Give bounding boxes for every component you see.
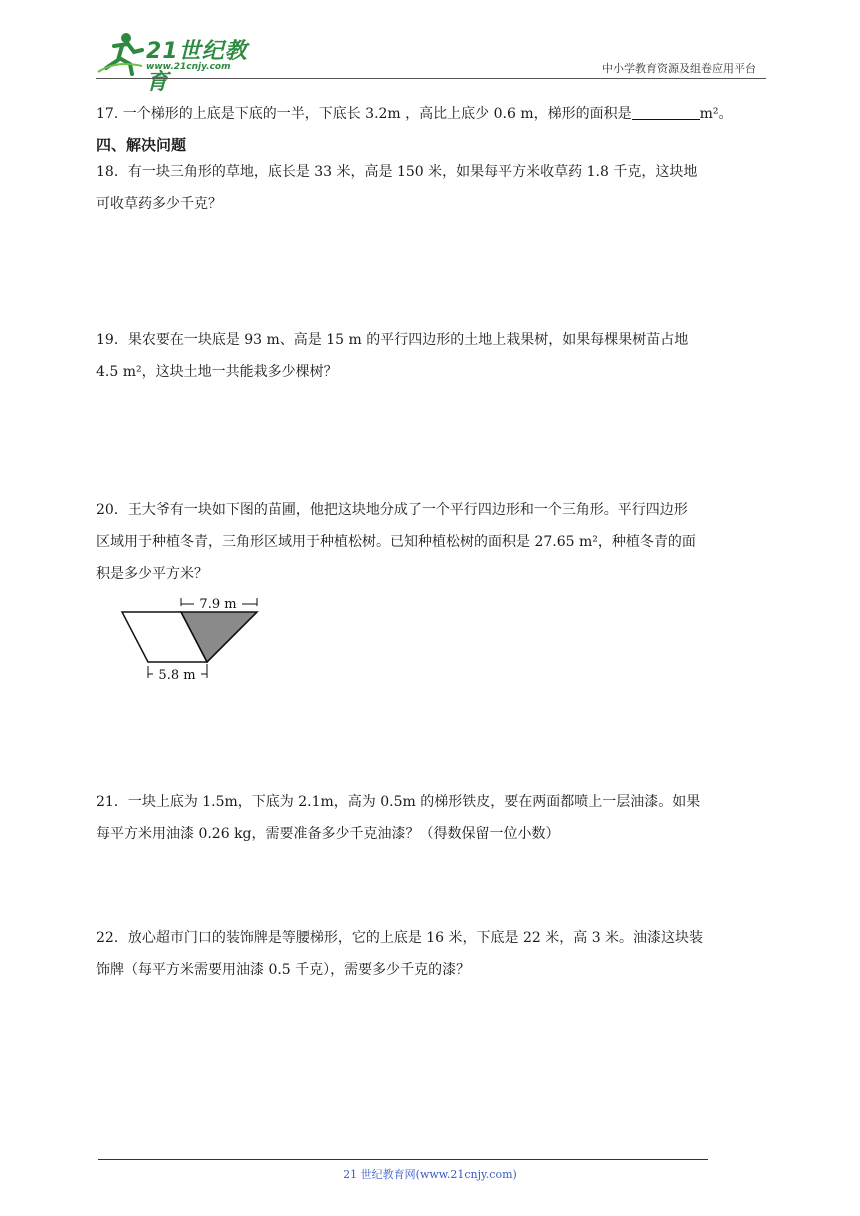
question-18-line1: 18．有一块三角形的草地，底长是 33 米，高是 150 米，如果每平方米收草药 1.8 千克，这块地	[96, 164, 698, 180]
trapezoid-figure	[118, 594, 263, 682]
site-logo	[96, 30, 266, 95]
question-17-unit: m²。	[699, 106, 733, 122]
question-19-line1: 19．果农要在一块底是 93 m、高是 15 m 的平行四边形的土地上栽果树，如果每棵果树苗占地	[96, 332, 689, 348]
top-length-label: 7.9 m	[199, 597, 237, 612]
question-22-line1: 22．放心超市门口的装饰牌是等腰梯形，它的上底是 16 米，下底是 22 米，高 3 米。油漆这块装	[96, 930, 704, 946]
question-19	[96, 324, 776, 388]
runner-logo-icon	[96, 30, 144, 76]
answer-blank[interactable]	[632, 105, 700, 120]
page-header	[96, 30, 766, 95]
question-20-line2: 区域用于种植冬青，三角形区域用于种植松树。已知种植松树的面积是 27.65 m²，种植冬青的面	[96, 534, 696, 550]
question-21-line1: 21．一块上底为 1.5m，下底为 2.1m，高为 0.5m 的梯形铁皮，要在两面都喷上一层油漆。如果	[96, 794, 701, 810]
question-20-line3: 积是多少平方米？	[96, 566, 208, 582]
section-title: 四、解决问题	[96, 136, 187, 154]
platform-name: 中小学教育资源及组卷应用平台	[602, 62, 756, 75]
question-17	[96, 98, 776, 130]
logo-url: www.21cnjy.com	[146, 62, 231, 72]
question-20	[96, 494, 776, 590]
triangle-region	[181, 612, 257, 662]
bottom-length-label: 5.8 m	[158, 668, 196, 682]
footer-divider	[98, 1159, 708, 1160]
question-21	[96, 786, 776, 850]
question-18-line2: 可收草药多少千克？	[96, 196, 222, 212]
question-18	[96, 156, 776, 220]
logo-text: 21世纪教育	[146, 39, 248, 95]
question-19-line2: 4.5 m²，这块土地一共能栽多少棵树？	[96, 364, 338, 380]
question-22	[96, 922, 776, 986]
question-20-line1: 20．王大爷有一块如下图的苗圃，他把这块地分成了一个平行四边形和一个三角形。平行四边形	[96, 502, 688, 518]
question-21-line2: 每平方米用油漆 0.26 kg，需要准备多少千克油漆？（得数保留一位小数）	[96, 826, 560, 842]
header-divider	[96, 78, 766, 79]
footer-link[interactable]: 21 世纪教育网(www.21cnjy.com)	[343, 1168, 517, 1181]
question-17-text: 17. 一个梯形的上底是下底的一半，下底长 3.2m ，高比上底少 0.6 m，梯形的面积是	[96, 106, 632, 122]
question-22-line2: 饰牌（每平方米需要用油漆 0.5 千克），需要多少千克的漆？	[96, 962, 471, 978]
